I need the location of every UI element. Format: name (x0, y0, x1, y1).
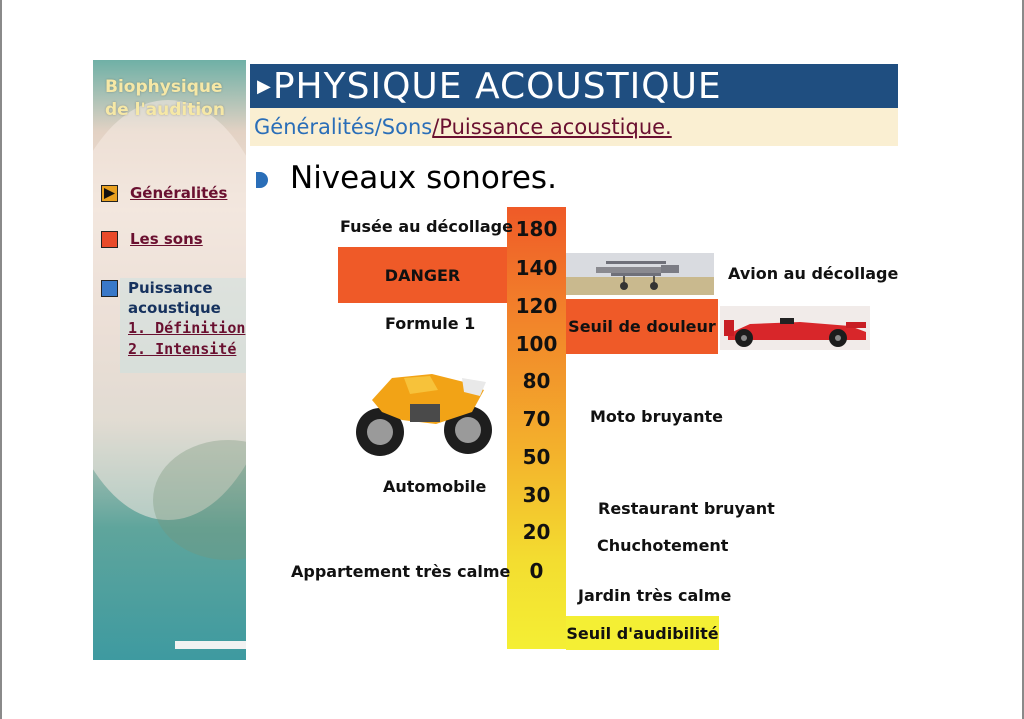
section-heading: Niveaux sonores. (290, 160, 557, 196)
scale-tick-label: 0 (529, 559, 544, 583)
scale-tick-label: 70 (522, 407, 551, 431)
sidebar-item-puissance-acoustique[interactable]: Puissance acoustique (128, 279, 221, 317)
label-jardin: Jardin très calme (578, 586, 732, 605)
scale-tick-label: 30 (522, 483, 551, 507)
sidebar-item-generalites[interactable] (101, 184, 227, 202)
scale-tick-label: 80 (522, 369, 551, 393)
pain-threshold-box (566, 299, 718, 354)
blue-square-icon (101, 280, 118, 297)
red-square-icon (101, 231, 118, 248)
hearing-threshold-box (566, 616, 719, 650)
sidebar-item-label[interactable]: Les sons (130, 230, 203, 248)
pain-threshold-label: Seuil de douleur (568, 317, 716, 336)
label-restaurant: Restaurant bruyant (598, 499, 775, 518)
sidebar-title: Biophysique de l'audition (105, 77, 225, 120)
label-formule1: Formule 1 (385, 314, 476, 333)
danger-label: DANGER (384, 265, 461, 285)
scale-tick-label: 120 (515, 294, 558, 318)
danger-zone (338, 247, 507, 303)
scale-tick-label: 180 (515, 217, 558, 241)
label-chuchotement: Chuchotement (597, 536, 729, 555)
breadcrumb-generalites-sons[interactable]: Généralités/Sons (254, 115, 433, 139)
label-moto: Moto bruyante (590, 407, 723, 426)
formula1-car-image (720, 306, 870, 350)
page-title: PHYSIQUE ACOUSTIQUE (272, 65, 722, 107)
sidebar (93, 60, 246, 660)
sidebar-subitem-intensite[interactable]: 2. Intensité (128, 340, 237, 358)
breadcrumb (250, 108, 898, 146)
sidebar-item-label[interactable]: Généralités (130, 184, 228, 202)
play-triangle-icon: ▶ (257, 75, 271, 97)
label-avion: Avion au décollage (728, 264, 899, 283)
sidebar-subitem-definition[interactable]: 1. Définition (128, 319, 246, 337)
hearing-threshold-label: Seuil d'audibilité (566, 623, 719, 643)
arrow-icon (101, 185, 118, 202)
label-automobile: Automobile (383, 477, 487, 496)
breadcrumb-puissance-acoustique[interactable]: /Puissance acoustique. (432, 115, 672, 139)
motorcycle-image (352, 368, 496, 462)
play-triangle-icon (102, 186, 117, 201)
label-fusee: Fusée au décollage (340, 217, 513, 236)
scale-tick-label: 20 (522, 520, 551, 544)
window-border-left (0, 0, 2, 719)
sidebar-bar (175, 641, 246, 649)
scale-tick-label: 140 (515, 256, 558, 280)
scale-tick-label: 50 (522, 445, 551, 469)
bullet-icon (256, 172, 268, 188)
airplane-image (566, 253, 714, 295)
sidebar-item-les-sons[interactable] (101, 230, 203, 248)
page-title-bar (250, 64, 898, 108)
label-appartement: Appartement très calme (291, 562, 511, 581)
scale-tick-label: 100 (515, 332, 558, 356)
